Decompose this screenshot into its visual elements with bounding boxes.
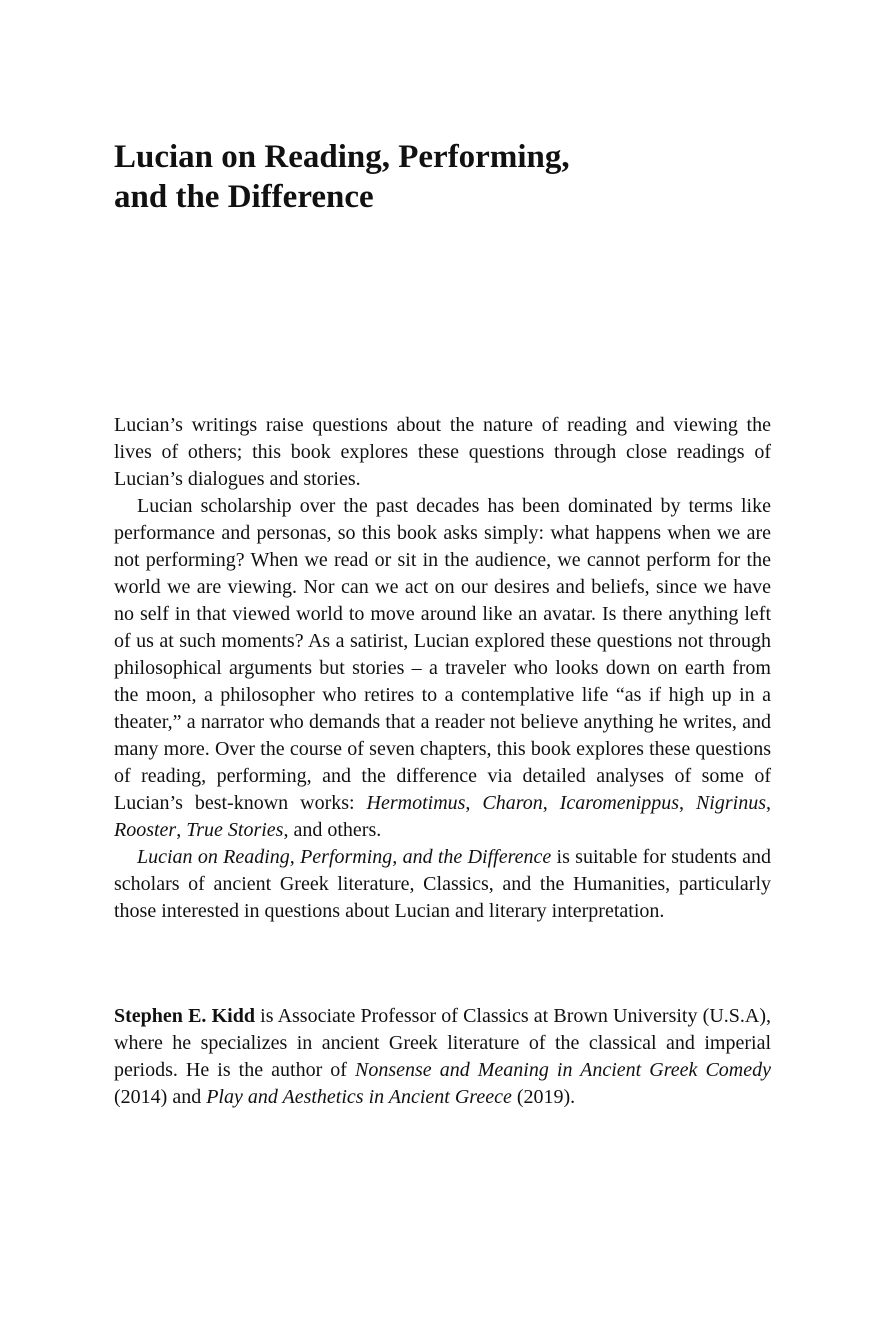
description-paragraph-2 bbox=[114, 493, 771, 844]
author-bio-text: is Associate Professor of Classics at Brown University (U.S.A), where he specializes in ancient Greek literature of the classical and imperial periods. He is the author of bbox=[114, 1005, 771, 1081]
separator: , bbox=[176, 819, 187, 841]
author-book-2: Play and Aesthetics in Ancient Greece bbox=[206, 1086, 512, 1108]
paragraph-3-text: is suitable for students and scholars of ancient Greek literature, Classics, and the Humanities, particularly those interested in questions about Lucian and literary interpretation. bbox=[114, 846, 771, 922]
book-title-line-2: and the Difference bbox=[114, 179, 374, 215]
paragraph-2-end: , and others. bbox=[283, 819, 382, 841]
author-book-1-year: (2014) and bbox=[114, 1086, 207, 1108]
work-title-hermotimus: Hermotimus bbox=[366, 792, 466, 814]
book-title-line-1: Lucian on Reading, Performing, bbox=[114, 139, 570, 175]
work-title-charon: Charon bbox=[482, 792, 543, 814]
separator: , bbox=[766, 792, 771, 814]
author-book-1: Nonsense and Meaning in Ancient Greek Comedy bbox=[355, 1059, 771, 1081]
author-name: Stephen E. Kidd bbox=[114, 1005, 255, 1027]
work-title-rooster: Rooster bbox=[114, 819, 177, 841]
separator: , bbox=[465, 792, 483, 814]
description-paragraph-1: Lucian’s writings raise questions about the nature of reading and viewing the lives of others; this book explores these questions through close readings of Lucian’s dialogues and stories. bbox=[114, 414, 771, 490]
book-title bbox=[114, 137, 774, 217]
author-book-2-year: (2019). bbox=[511, 1086, 576, 1108]
work-title-icaromenippus: Icaromenippus bbox=[559, 792, 679, 814]
work-title-true-stories: True Stories bbox=[186, 819, 284, 841]
work-title-nigrinus: Nigrinus bbox=[695, 792, 766, 814]
book-description bbox=[114, 412, 771, 925]
book-title-reference: Lucian on Reading, Performing, and the Difference bbox=[137, 846, 552, 868]
paragraph-2-text: Lucian scholarship over the past decades has been dominated by terms like performance and personas, so this book asks simply: what happens when we are not performing? When we read or sit in the audience, we cannot perform for the world we are viewing. Nor can we act on our desires and beliefs, since we have no self in that viewed world to move around like an avatar. Is there anything left of us at such moments? As a satirist, Lucian explored these questions not through philosophical arguments but stories – a traveler who looks down on earth from the moon, a philosopher who retires to a contemplative life “as if high up in a theater,” a narrator who demands that a reader not believe anything he writes, and many more. Over the course of seven chapters, this book explores these questions of reading, performing, and the difference via detailed analyses of some of Lucian’s best-known works: bbox=[114, 495, 771, 814]
separator: , bbox=[679, 792, 696, 814]
separator: , bbox=[542, 792, 560, 814]
description-paragraph-3 bbox=[114, 844, 771, 925]
author-bio bbox=[114, 1003, 771, 1111]
